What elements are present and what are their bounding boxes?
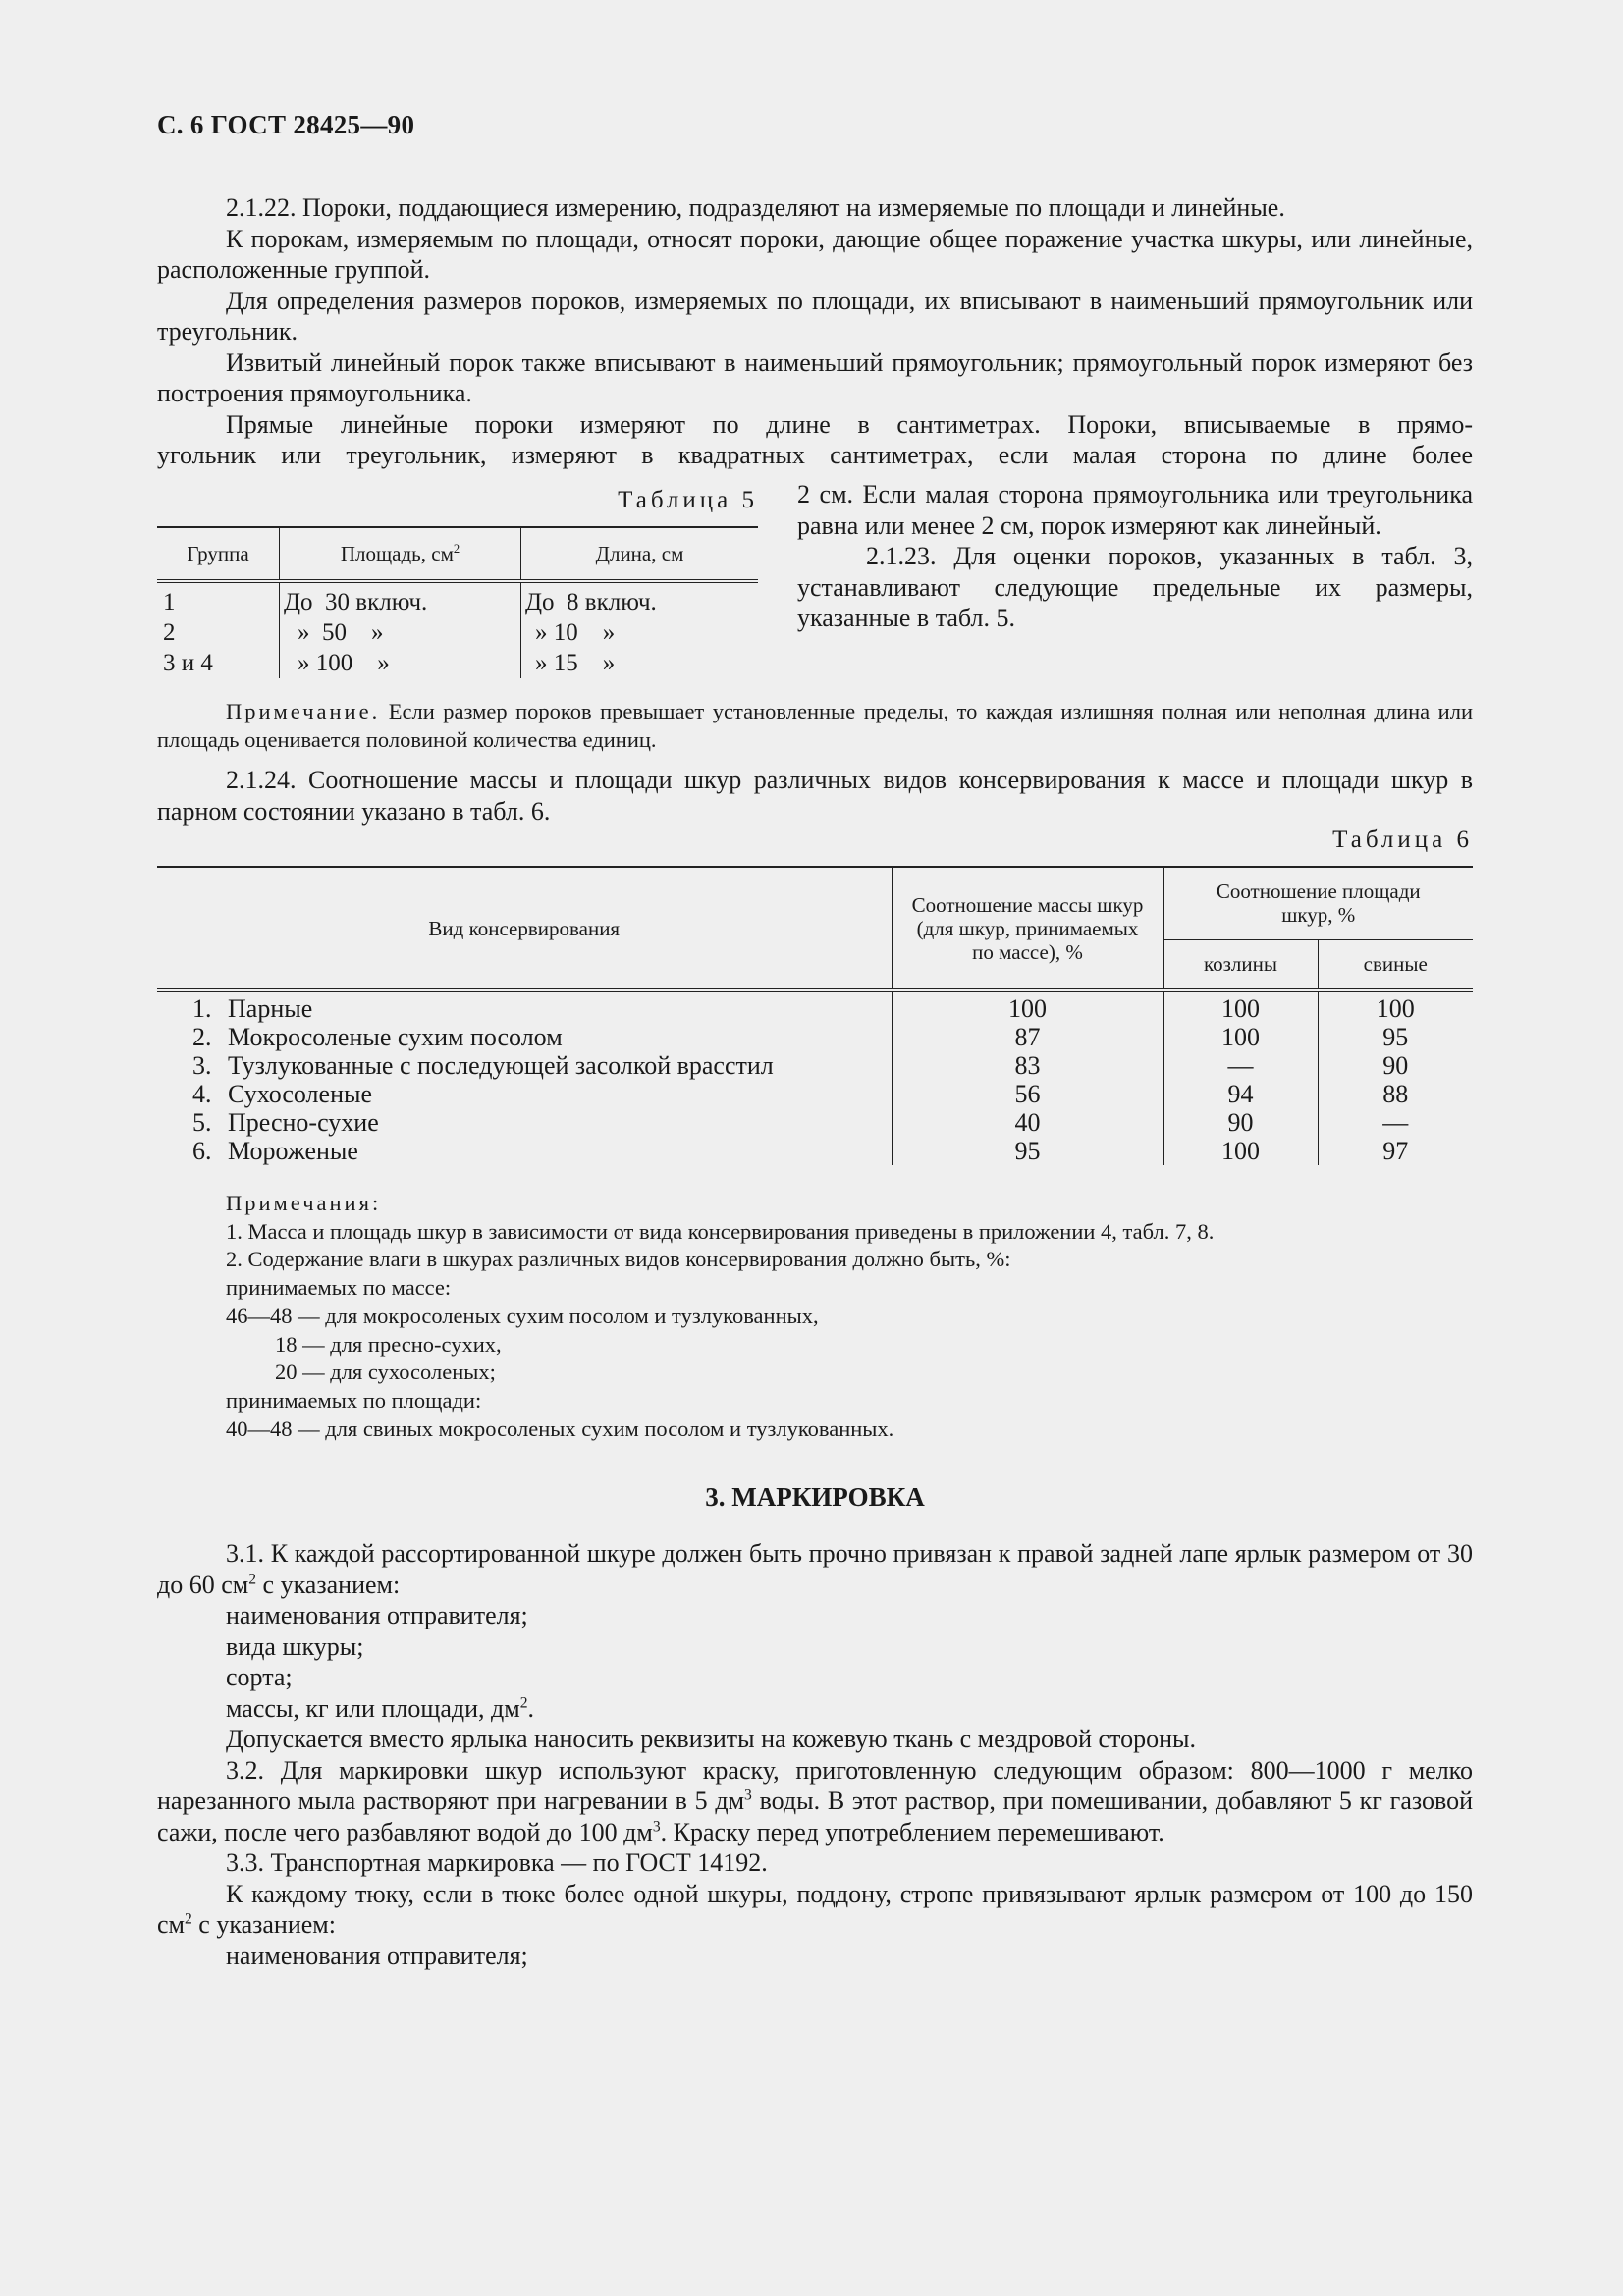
table-cell — [157, 1080, 892, 1108]
list-item: вида шкуры; — [226, 1631, 364, 1661]
paragraph: Допускается вместо ярлыка наносить реквизиты на кожевую ткань с мездровой стороны. — [226, 1725, 1196, 1753]
table-cell: 56 — [892, 1080, 1163, 1108]
paragraph: 2.1.24. Соотношение массы и площади шкур различных видов консервирования к массе и площади шкур в парном состоянии указано в табл. 6. — [157, 766, 1473, 826]
table-row — [157, 1023, 1473, 1051]
clause-2-1-23: 2.1.23. Для оценки пороков, указанных в табл. 3, устанавливают следующие предельные их размеры, указанные в табл. 5. — [797, 542, 1473, 632]
row-label: Парные — [228, 994, 313, 1023]
note-line: принимаемых по массе: — [226, 1275, 452, 1301]
note-text: Если размер пороков превышает установленные пределы, то каждая излишняя полная или неполная длина или площадь оценивается половиной количества единиц. — [157, 699, 1473, 752]
table-cell: » 15 » — [521, 648, 759, 678]
right-column-text — [797, 479, 1473, 634]
list-item: сорта; — [226, 1663, 293, 1691]
superscript: 3 — [652, 1817, 661, 1835]
row-number: 5. — [192, 1108, 212, 1137]
table-header — [280, 527, 521, 581]
row-number: 4. — [192, 1080, 212, 1108]
table-row — [157, 1108, 1473, 1137]
table-cell: » 10 » — [521, 617, 759, 648]
table-cell: 95 — [892, 1137, 1163, 1165]
table-cell: 3 и 4 — [163, 650, 213, 676]
table-cell: 97 — [1318, 1137, 1473, 1165]
note-item: 2. Содержание влаги в шкурах различных видов консервирования должно быть, %: — [226, 1247, 1011, 1272]
table-5 — [157, 526, 758, 678]
text: массы, кг или площади, дм — [226, 1693, 520, 1723]
note-line: 18 — для пресно-сухих, — [275, 1331, 502, 1357]
superscript: 2 — [519, 1693, 528, 1711]
table-6-caption: Таблица 6 — [1332, 827, 1473, 853]
table-cell — [157, 1108, 892, 1137]
clause-3-2 — [157, 1755, 1473, 1848]
row-label: Мороженые — [228, 1137, 358, 1165]
paragraph: 2 см. Если малая сторона прямоугольника или треугольника равна или менее 2 см, порок измеряют как линейный. — [797, 480, 1473, 540]
paragraph: Извитый линейный порок также вписывают в наименьший прямоугольник; прямоугольный порок измеряют без построения прямоугольника. — [157, 347, 1473, 407]
table-cell: 87 — [892, 1023, 1163, 1051]
table-cell: 2 — [163, 619, 176, 646]
table-row — [157, 994, 1473, 1023]
table-cell: 100 — [1318, 994, 1473, 1023]
table-cell: До 8 включ. — [521, 587, 759, 617]
table-cell: » 100 » — [280, 648, 521, 678]
clause-3-1 — [157, 1538, 1473, 1600]
table-cell — [157, 1137, 892, 1165]
table-cell: До 30 включ. — [280, 587, 521, 617]
paragraph — [157, 1879, 1473, 1941]
table-row — [157, 1051, 1473, 1080]
table-cell: 1 — [163, 589, 176, 615]
table-6 — [157, 866, 1473, 1165]
paragraph: К порокам, измеряемым по площади, относят пороки, дающие общее поражение участка шкуры, или линейные, расположенные группой. — [157, 224, 1473, 284]
table-row — [157, 1080, 1473, 1108]
list-item: наименования отправителя; — [226, 1601, 528, 1629]
table-header: Соотношение площади шкур, % — [1163, 867, 1473, 939]
table-5-caption: Таблица 5 — [618, 487, 758, 513]
section-heading: 3. МАРКИРОВКА — [705, 1482, 925, 1512]
table-cell — [157, 994, 892, 1023]
table-6-notes — [226, 1190, 1473, 1443]
paragraph: Для определения размеров пороков, измеряемых по площади, их вписывают в наименьший прямоугольник или треугольник. — [157, 286, 1473, 346]
table-cell: » 50 » — [280, 617, 521, 648]
table-header: козлины — [1163, 939, 1318, 990]
row-label: Мокросоленые сухим посолом — [228, 1023, 563, 1051]
row-number: 2. — [192, 1023, 212, 1051]
table-cell: 90 — [1163, 1108, 1318, 1137]
table-5-note — [157, 697, 1473, 754]
text: воды. В этот раствор, при помешивании, добавляют 5 кг газовой сажи, после чего разбавляют водой до 100 дм — [157, 1787, 1473, 1846]
notes-label: Примечания: — [226, 1191, 382, 1215]
table-cell: 100 — [1163, 1137, 1318, 1165]
clause-2-1-22 — [157, 192, 1473, 471]
row-label: Пресно-сухие — [228, 1108, 379, 1137]
list-item — [157, 1693, 1473, 1725]
note-line: 20 — для сухосоленых; — [275, 1360, 496, 1385]
superscript: 2 — [185, 1910, 192, 1928]
table-cell: — — [1163, 1051, 1318, 1080]
table-cell: 90 — [1318, 1051, 1473, 1080]
table-header: Соотношение массы шкур (для шкур, принимаемых по массе), % — [892, 867, 1163, 990]
page-header: С. 6 ГОСТ 28425—90 — [157, 110, 415, 139]
superscript: 3 — [744, 1787, 752, 1804]
table-cell: 95 — [1318, 1023, 1473, 1051]
text: с указанием: — [256, 1570, 401, 1599]
text: 3.2. Для маркировки шкур используют краску, приготовленную следующим образом: 800—1000 г мелко нарезанного мыла растворяют при нагревании в 5 дм — [157, 1755, 1473, 1815]
table-header: Длина, см — [521, 527, 759, 581]
clause-2-1-24 — [157, 765, 1473, 827]
table-cell: 100 — [1163, 994, 1318, 1023]
text: с указанием: — [191, 1910, 336, 1939]
table-header: Вид консервирования — [157, 867, 892, 990]
table-header: свиные — [1318, 939, 1473, 990]
clause-3-3: 3.3. Транспортная маркировка — по ГОСТ 14192. — [226, 1848, 768, 1877]
note-line: 40—48 — для свиных мокросоленых сухим посолом и тузлукованных. — [226, 1415, 894, 1441]
note-line: принимаемых по площади: — [226, 1387, 482, 1413]
note-line: 46—48 — для мокросоленых сухим посолом и тузлукованных, — [226, 1303, 819, 1328]
row-label: Тузлукованные с последующей засолкой врасстил — [228, 1051, 774, 1080]
note-item: 1. Масса и площадь шкур в зависимости от вида консервирования приведены в приложении 4, табл. 7, 8. — [226, 1218, 1215, 1244]
paragraph: 2.1.22. Пороки, поддающиеся измерению, подразделяют на измеряемые по площади и линейные. — [226, 193, 1285, 222]
superscript: 2 — [453, 541, 460, 556]
row-number: 1. — [192, 994, 212, 1023]
row-number: 3. — [192, 1051, 212, 1080]
row-number: 6. — [192, 1137, 212, 1165]
list-item: наименования отправителя; — [226, 1941, 528, 1970]
table-header: Группа — [157, 527, 280, 581]
paragraph: угольник или треугольник, измеряют в квадратных сантиметрах, если малая сторона по длине более — [157, 441, 1473, 469]
paragraph: Прямые линейные пороки измеряют по длине в сантиметрах. Пороки, вписываемые в прямо- — [226, 409, 1473, 439]
table-row — [157, 1137, 1473, 1165]
table-row — [157, 587, 758, 617]
superscript: 2 — [248, 1570, 257, 1587]
table-row — [157, 617, 758, 648]
table-cell: 83 — [892, 1051, 1163, 1080]
table-cell: 40 — [892, 1108, 1163, 1137]
row-label: Сухосоленые — [228, 1080, 372, 1108]
table-cell: 100 — [1163, 1023, 1318, 1051]
table-cell: 88 — [1318, 1080, 1473, 1108]
text: К каждому тюку, если в тюке более одной шкуры, поддону, стропе привязывают ярлык размером от 100 до 150 см — [157, 1879, 1473, 1939]
table-row — [157, 648, 758, 678]
table-cell — [157, 1023, 892, 1051]
text: . Краску перед употреблением перемешивают. — [660, 1817, 1164, 1846]
text: 3.1. К каждой рассортированной шкуре должен быть прочно привязан к правой задней лапе ярлык размером от 30 до 60 см — [157, 1539, 1473, 1599]
note-label: Примечание. — [226, 699, 381, 723]
table-cell: 94 — [1163, 1080, 1318, 1108]
section-3 — [157, 1538, 1473, 1971]
table-cell: — — [1318, 1108, 1473, 1137]
table-cell: 100 — [892, 994, 1163, 1023]
table-cell — [157, 1051, 892, 1080]
header-text: Площадь, см — [340, 541, 454, 565]
text: . — [527, 1693, 535, 1723]
